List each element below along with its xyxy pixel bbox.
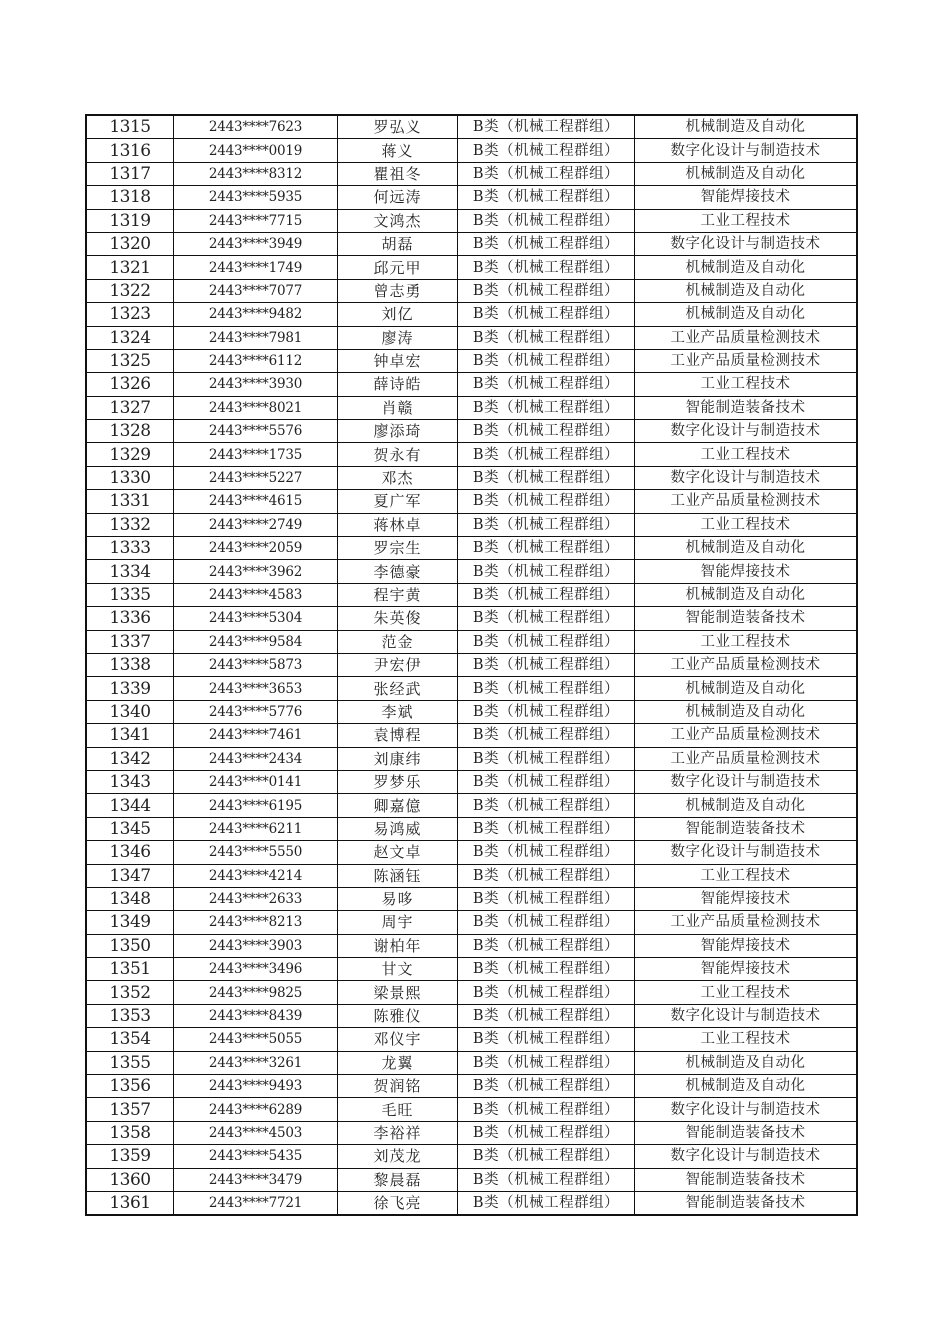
category-cell: B类（机械工程群组） <box>458 303 635 326</box>
table-row <box>86 256 857 279</box>
candidate-name-cell: 廖添琦 <box>338 420 458 443</box>
exam-id-cell: 2443****3903 <box>174 934 338 957</box>
major-cell: 工业产品质量检测技术 <box>635 349 858 372</box>
table-row <box>86 232 857 255</box>
table-row <box>86 864 857 887</box>
exam-id-cell: 2443****5550 <box>174 841 338 864</box>
major-cell: 工业产品质量检测技术 <box>635 724 858 747</box>
row-number-cell: 1321 <box>86 256 174 279</box>
major-cell: 智能制造装备技术 <box>635 1168 858 1191</box>
row-number-cell: 1340 <box>86 700 174 723</box>
category-cell: B类（机械工程群组） <box>458 443 635 466</box>
table-row <box>86 1168 857 1191</box>
exam-id-cell: 2443****5935 <box>174 186 338 209</box>
category-cell: B类（机械工程群组） <box>458 209 635 232</box>
table-row <box>86 186 857 209</box>
major-cell: 数字化设计与制造技术 <box>635 466 858 489</box>
exam-id-cell: 2443****2633 <box>174 887 338 910</box>
table-row <box>86 981 857 1004</box>
exam-id-cell: 2443****3653 <box>174 677 338 700</box>
candidate-name-cell: 邱元甲 <box>338 256 458 279</box>
row-number-cell: 1341 <box>86 724 174 747</box>
row-number-cell: 1350 <box>86 934 174 957</box>
category-cell: B类（机械工程群组） <box>458 677 635 700</box>
major-cell: 工业工程技术 <box>635 513 858 536</box>
exam-id-cell: 2443****8439 <box>174 1004 338 1027</box>
category-cell: B类（机械工程群组） <box>458 162 635 185</box>
table-row <box>86 911 857 934</box>
table-row <box>86 490 857 513</box>
category-cell: B类（机械工程群组） <box>458 232 635 255</box>
exam-id-cell: 2443****7077 <box>174 279 338 302</box>
major-cell: 工业工程技术 <box>635 864 858 887</box>
row-number-cell: 1331 <box>86 490 174 513</box>
row-number-cell: 1351 <box>86 958 174 981</box>
candidate-name-cell: 蒋义 <box>338 139 458 162</box>
table-row <box>86 677 857 700</box>
candidate-name-cell: 曾志勇 <box>338 279 458 302</box>
major-cell: 工业工程技术 <box>635 630 858 653</box>
candidate-name-cell: 夏广军 <box>338 490 458 513</box>
row-number-cell: 1325 <box>86 349 174 372</box>
exam-id-cell: 2443****8312 <box>174 162 338 185</box>
major-cell: 智能制造装备技术 <box>635 1191 858 1215</box>
category-cell: B类（机械工程群组） <box>458 186 635 209</box>
candidate-name-cell: 梁景熙 <box>338 981 458 1004</box>
row-number-cell: 1324 <box>86 326 174 349</box>
candidate-name-cell: 文鸿杰 <box>338 209 458 232</box>
category-cell: B类（机械工程群组） <box>458 420 635 443</box>
table-row <box>86 630 857 653</box>
row-number-cell: 1323 <box>86 303 174 326</box>
row-number-cell: 1346 <box>86 841 174 864</box>
table-row <box>86 653 857 676</box>
exam-id-cell: 2443****6195 <box>174 794 338 817</box>
major-cell: 工业工程技术 <box>635 443 858 466</box>
candidate-name-cell: 肖赣 <box>338 396 458 419</box>
category-cell: B类（机械工程群组） <box>458 911 635 934</box>
row-number-cell: 1360 <box>86 1168 174 1191</box>
major-cell: 智能焊接技术 <box>635 560 858 583</box>
major-cell: 机械制造及自动化 <box>635 677 858 700</box>
candidate-name-cell: 卿嘉億 <box>338 794 458 817</box>
exam-id-cell: 2443****4615 <box>174 490 338 513</box>
row-number-cell: 1319 <box>86 209 174 232</box>
category-cell: B类（机械工程群组） <box>458 653 635 676</box>
category-cell: B类（机械工程群组） <box>458 513 635 536</box>
candidate-name-cell: 罗宗生 <box>338 537 458 560</box>
category-cell: B类（机械工程群组） <box>458 349 635 372</box>
row-number-cell: 1353 <box>86 1004 174 1027</box>
candidate-name-cell: 袁博程 <box>338 724 458 747</box>
category-cell: B类（机械工程群组） <box>458 794 635 817</box>
exam-id-cell: 2443****9493 <box>174 1075 338 1098</box>
major-cell: 数字化设计与制造技术 <box>635 1098 858 1121</box>
category-cell: B类（机械工程群组） <box>458 1191 635 1215</box>
exam-id-cell: 2443****8021 <box>174 396 338 419</box>
exam-id-cell: 2443****5873 <box>174 653 338 676</box>
category-cell: B类（机械工程群组） <box>458 490 635 513</box>
exam-id-cell: 2443****5304 <box>174 607 338 630</box>
exam-id-cell: 2443****6211 <box>174 817 338 840</box>
candidate-name-cell: 赵文卓 <box>338 841 458 864</box>
row-number-cell: 1333 <box>86 537 174 560</box>
major-cell: 智能制造装备技术 <box>635 1121 858 1144</box>
row-number-cell: 1356 <box>86 1075 174 1098</box>
category-cell: B类（机械工程群组） <box>458 747 635 770</box>
table-row <box>86 724 857 747</box>
major-cell: 机械制造及自动化 <box>635 256 858 279</box>
category-cell: B类（机械工程群组） <box>458 1075 635 1098</box>
candidate-name-cell: 薛诗皓 <box>338 373 458 396</box>
major-cell: 智能焊接技术 <box>635 186 858 209</box>
exam-id-cell: 2443****7461 <box>174 724 338 747</box>
row-number-cell: 1359 <box>86 1145 174 1168</box>
major-cell: 工业产品质量检测技术 <box>635 911 858 934</box>
major-cell: 智能制造装备技术 <box>635 817 858 840</box>
candidate-table-body <box>86 115 857 1215</box>
row-number-cell: 1332 <box>86 513 174 536</box>
candidate-name-cell: 朱英俊 <box>338 607 458 630</box>
exam-id-cell: 2443****5227 <box>174 466 338 489</box>
category-cell: B类（机械工程群组） <box>458 934 635 957</box>
major-cell: 机械制造及自动化 <box>635 1051 858 1074</box>
table-row <box>86 443 857 466</box>
exam-id-cell: 2443****6289 <box>174 1098 338 1121</box>
exam-id-cell: 2443****3479 <box>174 1168 338 1191</box>
category-cell: B类（机械工程群组） <box>458 841 635 864</box>
row-number-cell: 1349 <box>86 911 174 934</box>
candidate-name-cell: 程宇黄 <box>338 583 458 606</box>
candidate-name-cell: 蒋林卓 <box>338 513 458 536</box>
exam-id-cell: 2443****6112 <box>174 349 338 372</box>
exam-id-cell: 2443****9482 <box>174 303 338 326</box>
category-cell: B类（机械工程群组） <box>458 139 635 162</box>
candidate-name-cell: 黎晨磊 <box>338 1168 458 1191</box>
candidate-name-cell: 李德豪 <box>338 560 458 583</box>
table-row <box>86 349 857 372</box>
row-number-cell: 1337 <box>86 630 174 653</box>
major-cell: 数字化设计与制造技术 <box>635 770 858 793</box>
major-cell: 工业产品质量检测技术 <box>635 490 858 513</box>
exam-id-cell: 2443****4503 <box>174 1121 338 1144</box>
candidate-name-cell: 胡磊 <box>338 232 458 255</box>
row-number-cell: 1352 <box>86 981 174 1004</box>
row-number-cell: 1318 <box>86 186 174 209</box>
major-cell: 工业产品质量检测技术 <box>635 653 858 676</box>
category-cell: B类（机械工程群组） <box>458 1028 635 1051</box>
exam-id-cell: 2443****9825 <box>174 981 338 1004</box>
row-number-cell: 1330 <box>86 466 174 489</box>
major-cell: 机械制造及自动化 <box>635 303 858 326</box>
candidate-name-cell: 尹宏伊 <box>338 653 458 676</box>
row-number-cell: 1344 <box>86 794 174 817</box>
major-cell: 数字化设计与制造技术 <box>635 1004 858 1027</box>
row-number-cell: 1334 <box>86 560 174 583</box>
category-cell: B类（机械工程群组） <box>458 1004 635 1027</box>
candidate-name-cell: 贺润铭 <box>338 1075 458 1098</box>
row-number-cell: 1317 <box>86 162 174 185</box>
category-cell: B类（机械工程群组） <box>458 256 635 279</box>
row-number-cell: 1315 <box>86 115 174 139</box>
category-cell: B类（机械工程群组） <box>458 560 635 583</box>
table-row <box>86 958 857 981</box>
table-row <box>86 1004 857 1027</box>
exam-id-cell: 2443****2749 <box>174 513 338 536</box>
candidate-name-cell: 谢柏年 <box>338 934 458 957</box>
candidate-name-cell: 龙翼 <box>338 1051 458 1074</box>
category-cell: B类（机械工程群组） <box>458 466 635 489</box>
major-cell: 工业工程技术 <box>635 209 858 232</box>
row-number-cell: 1348 <box>86 887 174 910</box>
row-number-cell: 1345 <box>86 817 174 840</box>
candidate-name-cell: 钟卓宏 <box>338 349 458 372</box>
table-row <box>86 794 857 817</box>
exam-id-cell: 2443****0141 <box>174 770 338 793</box>
exam-id-cell: 2443****7715 <box>174 209 338 232</box>
table-row <box>86 162 857 185</box>
major-cell: 机械制造及自动化 <box>635 537 858 560</box>
table-row <box>86 1075 857 1098</box>
exam-id-cell: 2443****0019 <box>174 139 338 162</box>
candidate-name-cell: 毛旺 <box>338 1098 458 1121</box>
major-cell: 工业工程技术 <box>635 1028 858 1051</box>
table-row <box>86 396 857 419</box>
exam-id-cell: 2443****1735 <box>174 443 338 466</box>
table-row <box>86 466 857 489</box>
candidate-name-cell: 何远涛 <box>338 186 458 209</box>
major-cell: 工业工程技术 <box>635 373 858 396</box>
category-cell: B类（机械工程群组） <box>458 817 635 840</box>
table-row <box>86 934 857 957</box>
candidate-name-cell: 刘亿 <box>338 303 458 326</box>
category-cell: B类（机械工程群组） <box>458 630 635 653</box>
table-row <box>86 583 857 606</box>
table-row <box>86 373 857 396</box>
candidate-name-cell: 陈涵钰 <box>338 864 458 887</box>
table-row <box>86 770 857 793</box>
major-cell: 机械制造及自动化 <box>635 700 858 723</box>
major-cell: 数字化设计与制造技术 <box>635 139 858 162</box>
major-cell: 机械制造及自动化 <box>635 115 858 139</box>
row-number-cell: 1347 <box>86 864 174 887</box>
row-number-cell: 1343 <box>86 770 174 793</box>
major-cell: 智能焊接技术 <box>635 934 858 957</box>
candidate-name-cell: 罗弘义 <box>338 115 458 139</box>
exam-id-cell: 2443****8213 <box>174 911 338 934</box>
table-row <box>86 700 857 723</box>
major-cell: 智能焊接技术 <box>635 887 858 910</box>
exam-id-cell: 2443****9584 <box>174 630 338 653</box>
table-row <box>86 279 857 302</box>
candidate-name-cell: 陈雅仪 <box>338 1004 458 1027</box>
table-row <box>86 420 857 443</box>
row-number-cell: 1327 <box>86 396 174 419</box>
major-cell: 工业产品质量检测技术 <box>635 747 858 770</box>
major-cell: 智能制造装备技术 <box>635 607 858 630</box>
row-number-cell: 1322 <box>86 279 174 302</box>
row-number-cell: 1328 <box>86 420 174 443</box>
category-cell: B类（机械工程群组） <box>458 607 635 630</box>
major-cell: 机械制造及自动化 <box>635 583 858 606</box>
row-number-cell: 1329 <box>86 443 174 466</box>
row-number-cell: 1355 <box>86 1051 174 1074</box>
major-cell: 数字化设计与制造技术 <box>635 1145 858 1168</box>
row-number-cell: 1336 <box>86 607 174 630</box>
row-number-cell: 1339 <box>86 677 174 700</box>
exam-id-cell: 2443****4214 <box>174 864 338 887</box>
category-cell: B类（机械工程群组） <box>458 583 635 606</box>
candidate-name-cell: 廖涛 <box>338 326 458 349</box>
table-row <box>86 115 857 139</box>
category-cell: B类（机械工程群组） <box>458 1145 635 1168</box>
table-row <box>86 1028 857 1051</box>
category-cell: B类（机械工程群组） <box>458 1168 635 1191</box>
table-row <box>86 817 857 840</box>
table-row <box>86 887 857 910</box>
row-number-cell: 1342 <box>86 747 174 770</box>
candidate-table <box>85 114 858 1216</box>
exam-id-cell: 2443****1749 <box>174 256 338 279</box>
candidate-name-cell: 贺永有 <box>338 443 458 466</box>
category-cell: B类（机械工程群组） <box>458 770 635 793</box>
exam-id-cell: 2443****2434 <box>174 747 338 770</box>
row-number-cell: 1357 <box>86 1098 174 1121</box>
category-cell: B类（机械工程群组） <box>458 864 635 887</box>
major-cell: 数字化设计与制造技术 <box>635 420 858 443</box>
category-cell: B类（机械工程群组） <box>458 373 635 396</box>
exam-id-cell: 2443****5576 <box>174 420 338 443</box>
row-number-cell: 1338 <box>86 653 174 676</box>
table-row <box>86 303 857 326</box>
exam-id-cell: 2443****3949 <box>174 232 338 255</box>
table-row <box>86 607 857 630</box>
candidate-name-cell: 范金 <box>338 630 458 653</box>
category-cell: B类（机械工程群组） <box>458 887 635 910</box>
major-cell: 智能制造装备技术 <box>635 396 858 419</box>
exam-id-cell: 2443****5055 <box>174 1028 338 1051</box>
exam-id-cell: 2443****7623 <box>174 115 338 139</box>
candidate-name-cell: 罗梦乐 <box>338 770 458 793</box>
candidate-name-cell: 李斌 <box>338 700 458 723</box>
exam-id-cell: 2443****2059 <box>174 537 338 560</box>
exam-id-cell: 2443****5435 <box>174 1145 338 1168</box>
category-cell: B类（机械工程群组） <box>458 981 635 1004</box>
category-cell: B类（机械工程群组） <box>458 1098 635 1121</box>
row-number-cell: 1358 <box>86 1121 174 1144</box>
major-cell: 智能焊接技术 <box>635 958 858 981</box>
table-row <box>86 326 857 349</box>
category-cell: B类（机械工程群组） <box>458 115 635 139</box>
candidate-name-cell: 邓杰 <box>338 466 458 489</box>
row-number-cell: 1354 <box>86 1028 174 1051</box>
category-cell: B类（机械工程群组） <box>458 279 635 302</box>
candidate-name-cell: 刘茂龙 <box>338 1145 458 1168</box>
major-cell: 数字化设计与制造技术 <box>635 841 858 864</box>
category-cell: B类（机械工程群组） <box>458 326 635 349</box>
exam-id-cell: 2443****5776 <box>174 700 338 723</box>
candidate-name-cell: 张经武 <box>338 677 458 700</box>
exam-id-cell: 2443****7721 <box>174 1191 338 1215</box>
category-cell: B类（机械工程群组） <box>458 1051 635 1074</box>
major-cell: 数字化设计与制造技术 <box>635 232 858 255</box>
exam-id-cell: 2443****3962 <box>174 560 338 583</box>
exam-id-cell: 2443****3261 <box>174 1051 338 1074</box>
category-cell: B类（机械工程群组） <box>458 396 635 419</box>
candidate-name-cell: 易哆 <box>338 887 458 910</box>
exam-id-cell: 2443****7981 <box>174 326 338 349</box>
table-row <box>86 560 857 583</box>
exam-id-cell: 2443****3930 <box>174 373 338 396</box>
candidate-name-cell: 李裕祥 <box>338 1121 458 1144</box>
candidate-name-cell: 邓仪宇 <box>338 1028 458 1051</box>
major-cell: 机械制造及自动化 <box>635 794 858 817</box>
candidate-name-cell: 刘康纬 <box>338 747 458 770</box>
table-row <box>86 513 857 536</box>
table-row <box>86 1051 857 1074</box>
major-cell: 机械制造及自动化 <box>635 162 858 185</box>
row-number-cell: 1316 <box>86 139 174 162</box>
row-number-cell: 1335 <box>86 583 174 606</box>
exam-id-cell: 2443****4583 <box>174 583 338 606</box>
table-row <box>86 1191 857 1215</box>
category-cell: B类（机械工程群组） <box>458 700 635 723</box>
table-row <box>86 1098 857 1121</box>
candidate-name-cell: 易鸿威 <box>338 817 458 840</box>
category-cell: B类（机械工程群组） <box>458 724 635 747</box>
row-number-cell: 1320 <box>86 232 174 255</box>
candidate-name-cell: 甘文 <box>338 958 458 981</box>
row-number-cell: 1361 <box>86 1191 174 1215</box>
major-cell: 工业产品质量检测技术 <box>635 326 858 349</box>
candidate-name-cell: 周宇 <box>338 911 458 934</box>
table-row <box>86 537 857 560</box>
major-cell: 机械制造及自动化 <box>635 1075 858 1098</box>
major-cell: 工业工程技术 <box>635 981 858 1004</box>
exam-id-cell: 2443****3496 <box>174 958 338 981</box>
table-row <box>86 209 857 232</box>
table-row <box>86 841 857 864</box>
candidate-name-cell: 瞿祖冬 <box>338 162 458 185</box>
table-row <box>86 139 857 162</box>
category-cell: B类（机械工程群组） <box>458 958 635 981</box>
table-row <box>86 747 857 770</box>
table-row <box>86 1121 857 1144</box>
candidate-name-cell: 徐飞亮 <box>338 1191 458 1215</box>
category-cell: B类（机械工程群组） <box>458 537 635 560</box>
table-row <box>86 1145 857 1168</box>
row-number-cell: 1326 <box>86 373 174 396</box>
major-cell: 机械制造及自动化 <box>635 279 858 302</box>
category-cell: B类（机械工程群组） <box>458 1121 635 1144</box>
